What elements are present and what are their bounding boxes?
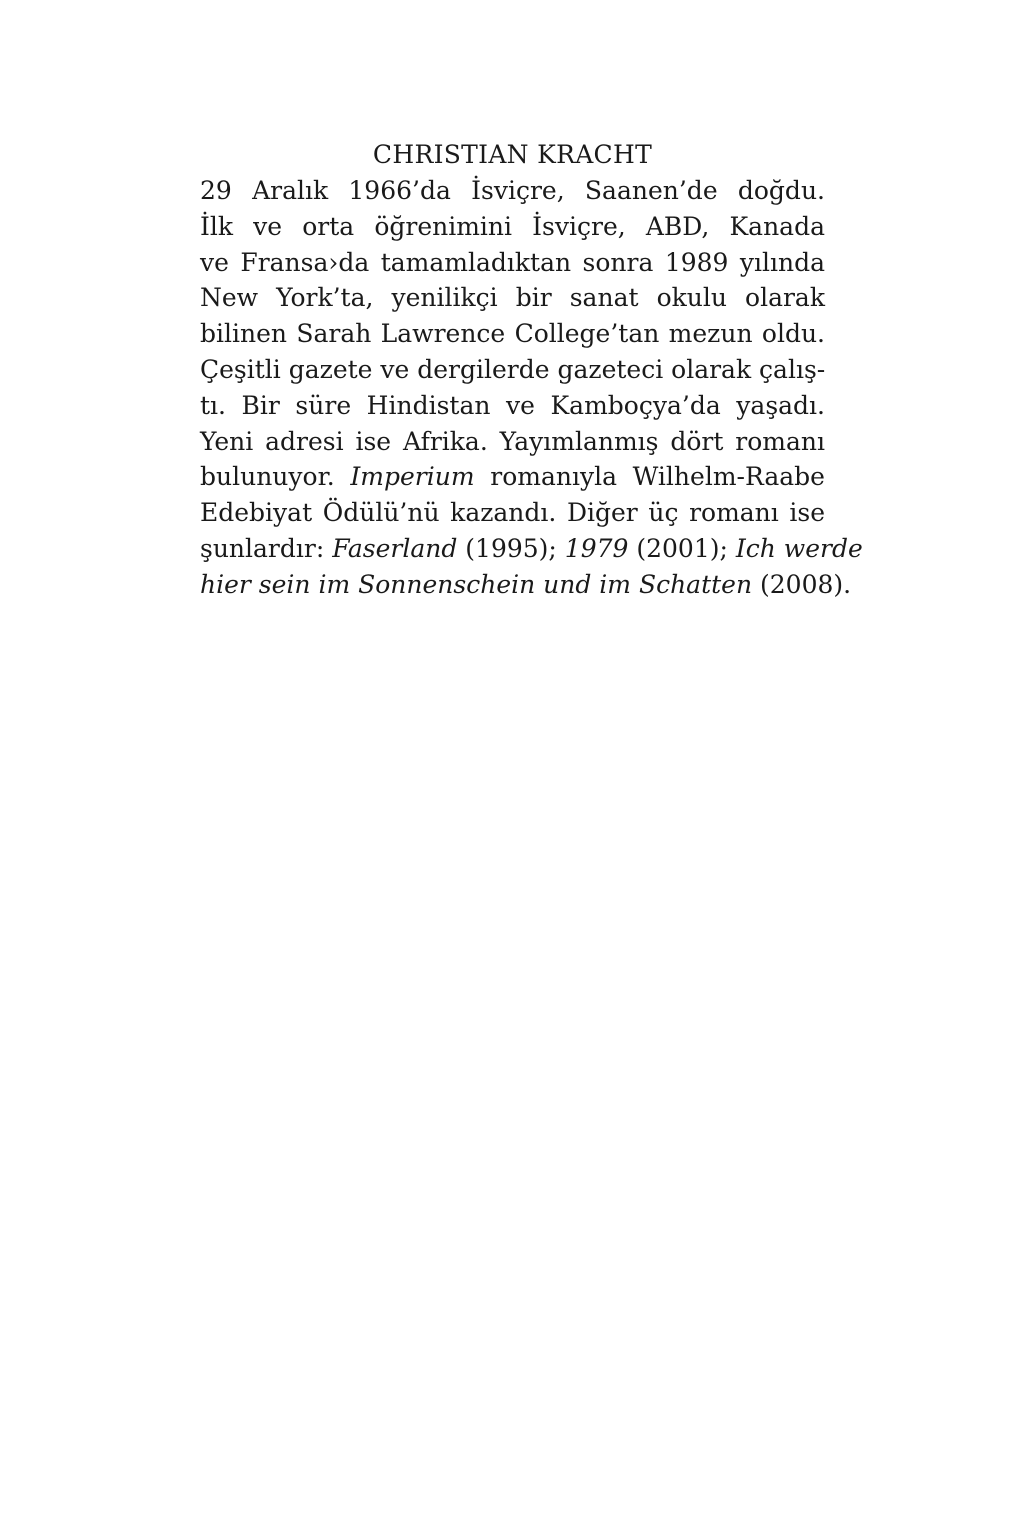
bio-text: (1995); — [457, 533, 565, 563]
bio-text: Çeşitli gazete ve dergilerde gazeteci olarak çalış- — [200, 354, 826, 384]
bio-text: ve Fransa›da tamamladıktan sonra 1989 yılında — [200, 247, 825, 277]
bio-line — [200, 424, 825, 460]
bio-text: (2008). — [752, 569, 852, 599]
bio-line — [200, 567, 852, 603]
bio-line — [200, 173, 825, 209]
bio-text: şunlardır: — [200, 533, 333, 563]
bio-text: bulunuyor. — [200, 462, 351, 492]
bio-line — [200, 245, 825, 281]
italic-title-text: Ich werde — [735, 533, 863, 563]
bio-text: tı. Bir süre Hindistan ve Kamboçya’da yaşadı. — [200, 390, 825, 420]
bio-line — [200, 280, 825, 316]
bio-text: 29 Aralık 1966’da İsviçre, Saanen’de doğdu. — [200, 176, 825, 205]
author-biography — [200, 173, 863, 603]
bio-text: New York’ta, yenilikçi bir sanat okulu olarak — [200, 283, 825, 313]
bio-text: romanıyla Wilhelm-Raabe — [474, 462, 825, 492]
italic-title-text: hier sein im Sonnenschein und im Schatten — [200, 569, 753, 599]
bio-text: (2001); — [628, 533, 736, 563]
page-content — [200, 139, 863, 603]
italic-title-text: Imperium — [350, 462, 475, 492]
bio-line — [200, 495, 825, 531]
bio-text: İlk ve orta öğrenimini İsviçre, ABD, Kanada — [200, 211, 825, 241]
italic-title-text: 1979 — [564, 533, 629, 563]
bio-line — [200, 352, 825, 388]
bio-text: bilinen Sarah Lawrence College’tan mezun oldu. — [200, 319, 825, 349]
bio-line — [200, 388, 825, 424]
bio-line — [200, 459, 825, 495]
italic-title-text: Faserland — [332, 533, 458, 563]
bio-line — [200, 209, 825, 245]
author-name-heading: CHRISTIAN KRACHT — [372, 140, 653, 169]
bio-text: Yeni adresi ise Afrika. Yayımlanmış dört romanı — [200, 426, 825, 456]
bio-line — [200, 316, 825, 352]
bio-text: Edebiyat Ödülü’nü kazandı. Diğer üç romanı ise — [200, 498, 825, 528]
bio-line — [200, 531, 863, 567]
